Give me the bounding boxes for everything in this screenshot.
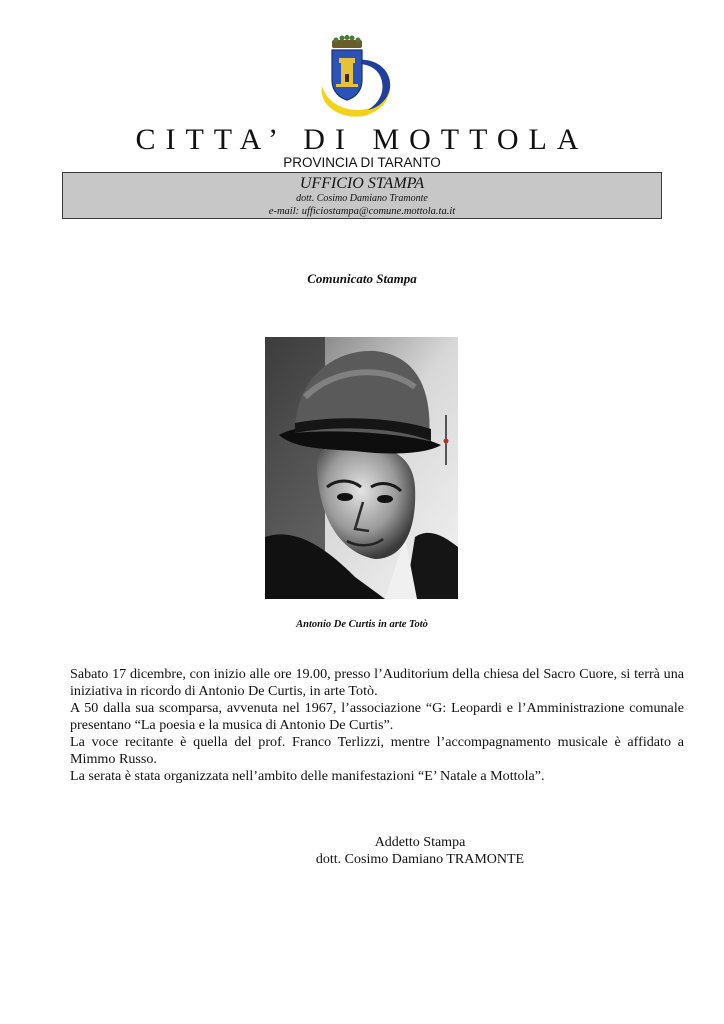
signature-block [270,834,570,868]
body-paragraph: La voce recitante è quella del prof. Franco Terlizzi, mentre l’accompagnamento musicale è affidato a Mimmo Russo. [70,734,684,767]
signature-name: dott. Cosimo Damiano TRAMONTE [315,852,525,867]
press-office-box [62,172,662,219]
portrait-photo [265,337,458,599]
municipal-crest-icon [312,34,394,122]
city-title: CITTA’ DI MOTTOLA [135,123,589,156]
document-type-heading: Comunicato Stampa [307,271,417,286]
photo-caption: Antonio De Curtis in arte Totò [296,619,428,630]
province-label: PROVINCIA DI TARANTO [283,155,441,170]
office-email: e-mail: ufficiostampa@comune.mottola.ta.it [268,206,456,217]
body-paragraph: Sabato 17 dicembre, con inizio alle ore 19.00, presso l’Auditorium della chiesa del Sacro Cuore, si terrà una iniziativa in ricordo di Antonio De Curtis, in arte Totò. [70,666,684,699]
signature-role: Addetto Stampa [374,835,466,850]
body-paragraph: A 50 dalla sua scomparsa, avvenuta nel 1967, l’associazione “G: Leopardi e l’Amministrazione comunale presentano “La poesia e la musica di Antonio De Curtis”. [70,700,684,733]
office-title: UFFICIO STAMPA [299,175,425,192]
press-release-body [70,666,684,785]
body-paragraph: La serata è stata organizzata nell’ambito delle manifestazioni “E’ Natale a Mottola”. [70,768,545,784]
office-person: dott. Cosimo Damiano Tramonte [296,193,428,204]
